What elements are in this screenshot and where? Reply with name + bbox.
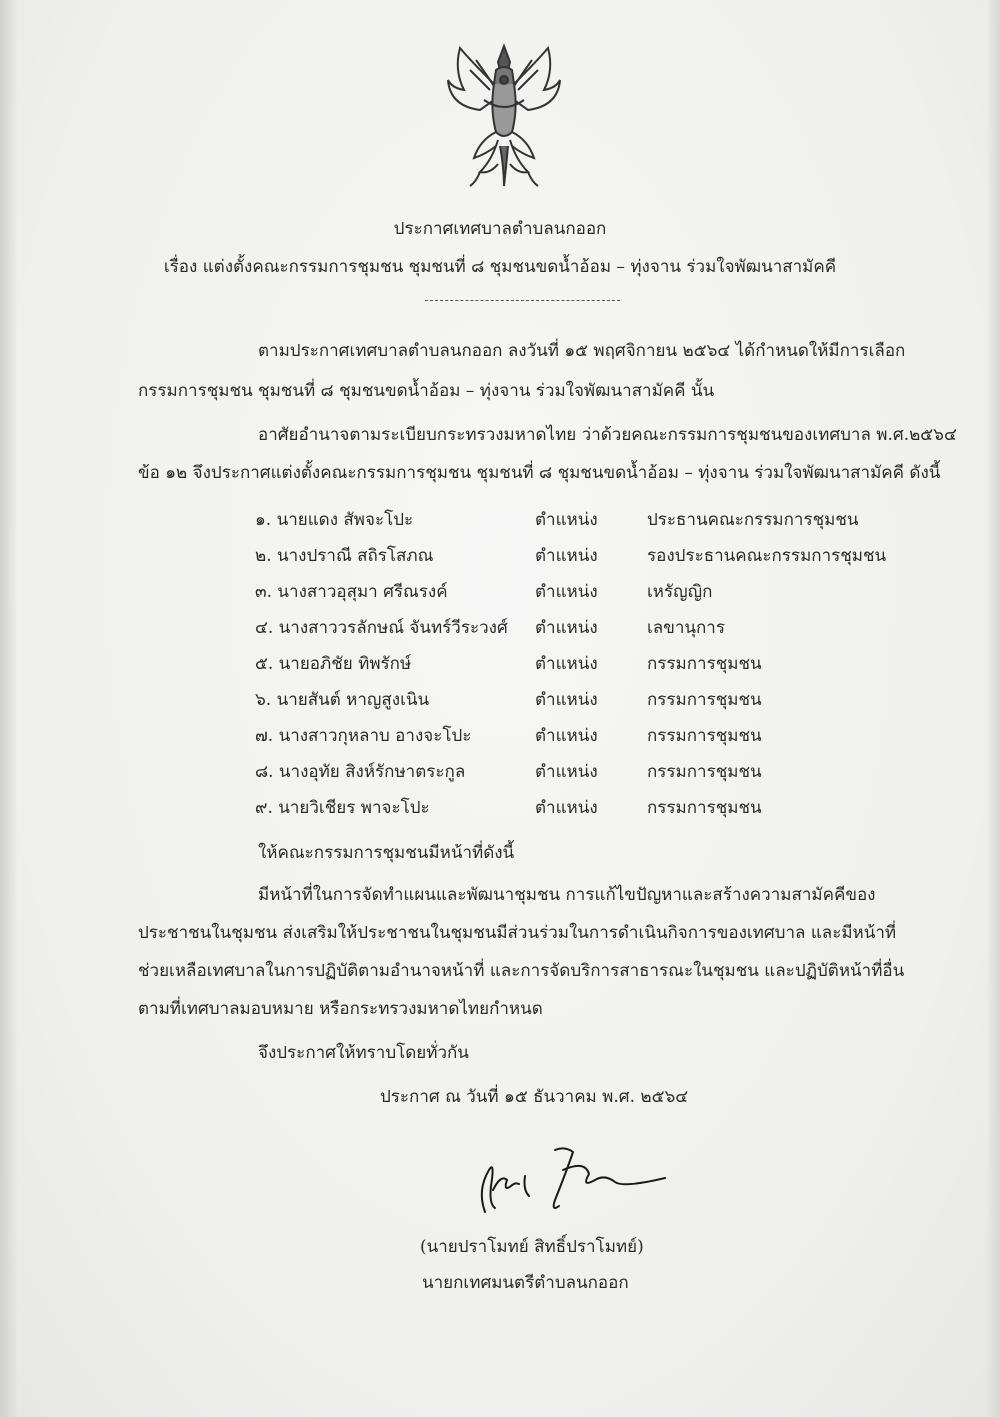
member-position: กรรมการชุมชน [647,654,762,674]
garuda-emblem-icon [440,40,568,198]
member-name: ๙. นายวิเชียร พาจะโปะ [255,798,430,818]
duties-line1: มีหน้าที่ในการจัดทำแผนและพัฒนาชุมชน การแก้ไขปัญหาและสร้างความสามัคคีของ [258,885,876,905]
member-position: ประธานคณะกรรมการชุมชน [647,510,859,530]
signer-name: (นายปราโมทย์ สิทธิ์ปราโมทย์) [420,1237,644,1257]
member-row [255,506,895,532]
member-row [255,650,895,676]
title-divider [425,300,620,301]
member-row [255,542,895,568]
member-label: ตำแหน่ง [535,762,598,782]
duties-intro: ให้คณะกรรมการชุมชนมีหน้าที่ดังนี้ [258,843,515,863]
member-label: ตำแหน่ง [535,690,598,710]
member-label: ตำแหน่ง [535,582,598,602]
para1-line1: ตามประกาศเทศบาลตำบลนกออก ลงวันที่ ๑๕ พฤศจิกายน ๒๕๖๔ ได้กำหนดให้มีการเลือก [258,341,906,361]
para2-line2: ข้อ ๑๒ จึงประกาศแต่งตั้งคณะกรรมการชุมชน ชุมชนที่ ๘ ชุมชนขดน้ำอ้อม – ทุ่งจาน ร่วมใจพัฒนาสามัคคี ดังนี้ [138,463,941,483]
member-label: ตำแหน่ง [535,798,598,818]
member-name: ๔. นางสาววรลักษณ์ จันทร์วีระวงศ์ [255,618,508,638]
member-name: ๑. นายแดง สัพจะโปะ [255,510,414,530]
member-name: ๖. นายสันต์ หาญสูงเนิน [255,690,430,710]
para1-line2: กรรมการชุมชน ชุมชนที่ ๘ ชุมชนขดน้ำอ้อม – ทุ่งจาน ร่วมใจพัฒนาสามัคคี นั้น [138,381,715,401]
duties-line2: ประชาชนในชุมชน ส่งเสริมให้ประชาชนในชุมชนมีส่วนร่วมในการดำเนินกิจการของเทศบาล และมีหน้าที่ [138,923,897,943]
member-row [255,794,895,820]
announcement-date: ประกาศ ณ วันที่ ๑๕ ธันวาคม พ.ศ. ๒๕๖๔ [380,1087,689,1107]
page-edge-left [0,0,18,1417]
page-edge-right [986,0,1000,1417]
member-name: ๕. นายอภิชัย ทิพรักษ์ [255,654,412,674]
document-org-title: ประกาศเทศบาลตำบลนกออก [393,219,607,239]
member-name: ๘. นางอุทัย สิงห์รักษาตระกูล [255,762,466,782]
member-position: กรรมการชุมชน [647,762,762,782]
member-label: ตำแหน่ง [535,726,598,746]
member-position: เหรัญญิก [647,582,713,602]
member-name: ๓. นางสาวอุสุมา ศรีณรงค์ [255,582,448,602]
member-label: ตำแหน่ง [535,654,598,674]
duties-line4: ตามที่เทศบาลมอบหมาย หรือกระทรวงมหาดไทยกำหนด [138,999,543,1019]
member-name: ๒. นางปราณี สถิรโสภณ [255,546,434,566]
member-position: กรรมการชุมชน [647,726,762,746]
member-row [255,686,895,712]
member-position: กรรมการชุมชน [647,798,762,818]
closing-announce: จึงประกาศให้ทราบโดยทั่วกัน [258,1043,469,1063]
para2-line1: อาศัยอำนาจตามระเบียบกระทรวงมหาดไทย ว่าด้วยคณะกรรมการชุมชนของเทศบาล พ.ศ.๒๕๖๔ [258,425,957,445]
member-position: กรรมการชุมชน [647,690,762,710]
member-row [255,722,895,748]
duties-line3: ช่วยเหลือเทศบาลในการปฏิบัติตามอำนาจหน้าที่ และการจัดบริการสาธารณะในชุมชน และปฏิบัติหน้าที่อื่น [138,961,905,981]
member-position: รองประธานคณะกรรมการชุมชน [647,546,887,566]
document-subject: เรื่อง แต่งตั้งคณะกรรมการชุมชน ชุมชนที่ ๘ ชุมชนขดน้ำอ้อม – ทุ่งจาน ร่วมใจพัฒนาสามัคคี [163,257,837,277]
signer-title: นายกเทศมนตรีตำบลนกออก [422,1273,629,1293]
member-name: ๗. นางสาวกุหลาบ อางจะโปะ [255,726,472,746]
member-label: ตำแหน่ง [535,510,598,530]
member-row [255,578,895,604]
member-label: ตำแหน่ง [535,546,598,566]
signature-image [455,1130,685,1230]
member-position: เลขานุการ [647,618,725,638]
member-label: ตำแหน่ง [535,618,598,638]
member-row [255,758,895,784]
member-row [255,614,895,640]
